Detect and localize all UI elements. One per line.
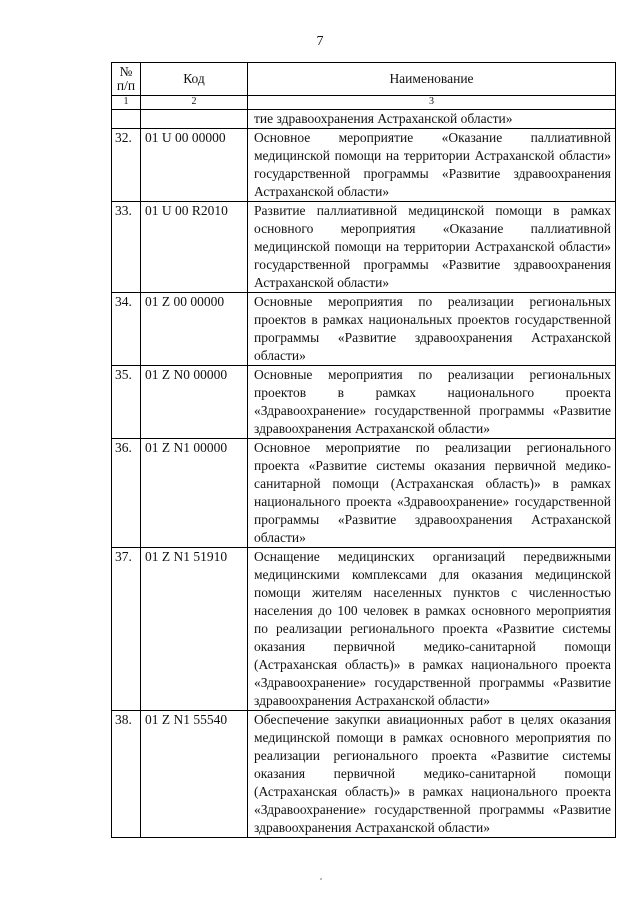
row-number: 36.: [112, 439, 141, 548]
row-code: 01 Z N0 00000: [141, 366, 248, 439]
header-code: Код: [141, 63, 248, 96]
row-name: Развитие паллиативной медицинской помощи в рамках основного мероприятия «Оказание паллиативной медицинской помощи на территории Астраханской области» государственной программы «Развитие здравоохранения Астраханской области»: [248, 202, 616, 293]
table-row: [112, 548, 616, 711]
column-number: 2: [141, 96, 248, 110]
table-row: [112, 439, 616, 548]
table-row: [112, 711, 616, 838]
table-row: [112, 202, 616, 293]
row-number: 32.: [112, 129, 141, 202]
column-number-row: [112, 96, 616, 110]
row-number: 35.: [112, 366, 141, 439]
row-code: 01 Z N1 55540: [141, 711, 248, 838]
column-number: 3: [248, 96, 616, 110]
row-number: 34.: [112, 293, 141, 366]
row-code: 01 Z N1 00000: [141, 439, 248, 548]
continuation-text: тие здравоохранения Астраханской области»: [248, 110, 616, 129]
scan-speck: [320, 878, 322, 880]
row-name: Основные мероприятия по реализации региональных проектов в рамках национального проекта «Здравоохранение» государственной программы «Развитие здравоохранения Астраханской области»: [248, 366, 616, 439]
table-row: [112, 366, 616, 439]
row-code: 01 U 00 00000: [141, 129, 248, 202]
table-row: [112, 293, 616, 366]
row-name: Оснащение медицинских организаций передвижными медицинскими комплексами для оказания медицинской помощи жителям населенных пунктов с численностью населения до 100 человек в рамках основного мероприятия по реализации регионального проекта «Развитие системы оказания первичной медико-санитарной помощи (Астраханская область)» в рамках национального проекта «Здравоохранение» государственной программы «Развитие здравоохранения Астраханской области»: [248, 548, 616, 711]
header-num: № п/п: [112, 63, 141, 96]
row-name: Основное мероприятие «Оказание паллиативной медицинской помощи на территории Астраханской области» государственной программы «Развитие здравоохранения Астраханской области»: [248, 129, 616, 202]
row-number: [112, 110, 141, 129]
column-number: 1: [112, 96, 141, 110]
row-name: Основное мероприятие по реализации регионального проекта «Развитие системы оказания первичной медико-санитарной помощи (Астраханская область)» в рамках национального проекта «Здравоохранение» государственной программы «Развитие здравоохранения Астраханской области»: [248, 439, 616, 548]
continuation-row: [112, 110, 616, 129]
row-name: Обеспечение закупки авиационных работ в целях оказания медицинской помощи в рамках основного мероприятия по реализации регионального проекта «Развитие системы оказания первичной медико-санитарной помощи (Астраханская область)» в рамках национального проекта «Здравоохранение» государственной программы «Развитие здравоохранения Астраханской области»: [248, 711, 616, 838]
row-code: 01 U 00 R2010: [141, 202, 248, 293]
table-row: [112, 129, 616, 202]
table-header-row: [112, 63, 616, 96]
row-code: [141, 110, 248, 129]
row-number: 37.: [112, 548, 141, 711]
budget-classification-table: [111, 62, 616, 838]
header-name: Наименование: [248, 63, 616, 96]
page-number: 7: [316, 34, 324, 49]
row-name: Основные мероприятия по реализации региональных проектов в рамках национальных проектов государственной программы «Развитие здравоохранения Астраханской области»: [248, 293, 616, 366]
row-number: 33.: [112, 202, 141, 293]
row-code: 01 Z N1 51910: [141, 548, 248, 711]
row-number: 38.: [112, 711, 141, 838]
row-code: 01 Z 00 00000: [141, 293, 248, 366]
